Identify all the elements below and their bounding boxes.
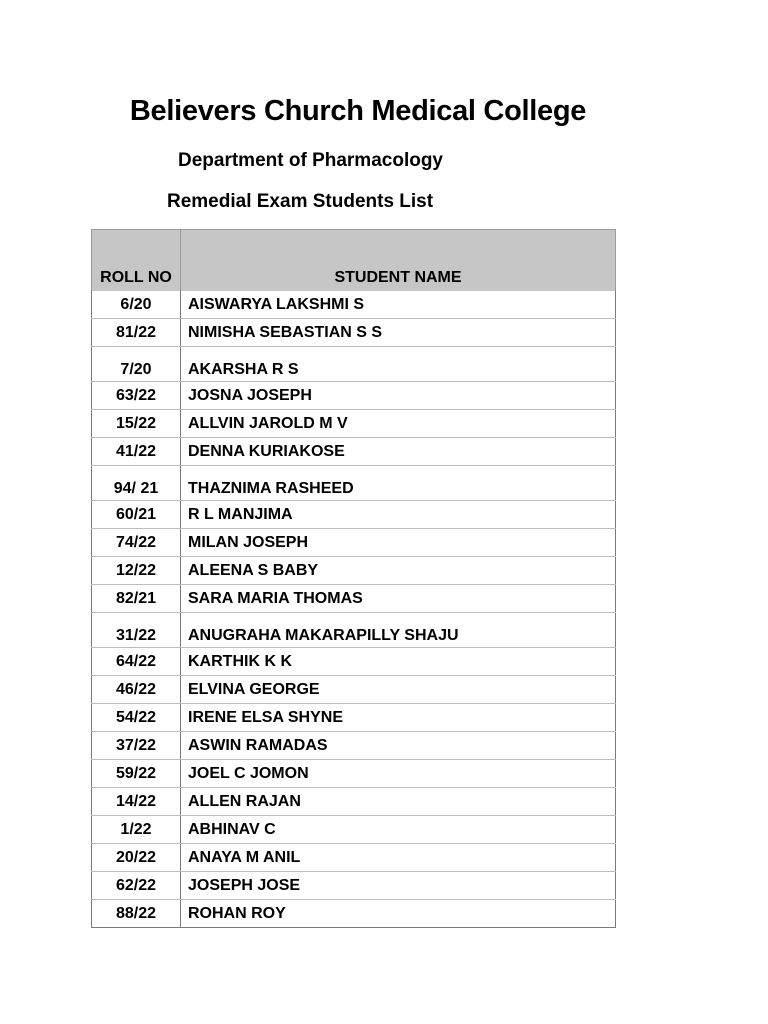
- table-row: [92, 872, 616, 900]
- student-name-cell: ALEENA S BABY: [181, 557, 616, 585]
- table-row: [92, 438, 616, 466]
- roll-no-cell: 14/22: [92, 788, 181, 816]
- table-row: [92, 466, 616, 501]
- student-name-cell: IRENE ELSA SHYNE: [181, 704, 616, 732]
- roll-no-cell: 41/22: [92, 438, 181, 466]
- table-row: [92, 648, 616, 676]
- roll-no-cell: 88/22: [92, 900, 181, 928]
- student-name-cell: JOSNA JOSEPH: [181, 382, 616, 410]
- table-row: [92, 382, 616, 410]
- column-header-roll-no: ROLL NO: [92, 230, 181, 292]
- student-name-cell: MILAN JOSEPH: [181, 529, 616, 557]
- table-row: [92, 529, 616, 557]
- roll-no-cell: 62/22: [92, 872, 181, 900]
- roll-no-cell: 94/ 21: [92, 466, 181, 501]
- student-name-cell: THAZNIMA RASHEED: [181, 466, 616, 501]
- table-row: [92, 676, 616, 704]
- student-name-cell: ANUGRAHA MAKARAPILLY SHAJU: [181, 613, 616, 648]
- table-row: [92, 319, 616, 347]
- table-row: [92, 704, 616, 732]
- page-title: Believers Church Medical College: [129, 95, 587, 127]
- roll-no-cell: 46/22: [92, 676, 181, 704]
- table-row: [92, 291, 616, 319]
- roll-no-cell: 6/20: [92, 291, 181, 319]
- student-name-cell: AKARSHA R S: [181, 347, 616, 382]
- student-name-cell: ABHINAV C: [181, 816, 616, 844]
- table-row: [92, 613, 616, 648]
- table-row: [92, 347, 616, 382]
- table-row: [92, 900, 616, 928]
- table-row: [92, 557, 616, 585]
- students-table: [91, 229, 616, 928]
- roll-no-cell: 7/20: [92, 347, 181, 382]
- student-name-cell: NIMISHA SEBASTIAN S S: [181, 319, 616, 347]
- student-name-cell: AISWARYA LAKSHMI S: [181, 291, 616, 319]
- student-name-cell: ANAYA M ANIL: [181, 844, 616, 872]
- roll-no-cell: 1/22: [92, 816, 181, 844]
- student-name-cell: R L MANJIMA: [181, 501, 616, 529]
- roll-no-cell: 12/22: [92, 557, 181, 585]
- roll-no-cell: 63/22: [92, 382, 181, 410]
- table-row: [92, 585, 616, 613]
- table-row: [92, 844, 616, 872]
- roll-no-cell: 74/22: [92, 529, 181, 557]
- roll-no-cell: 64/22: [92, 648, 181, 676]
- roll-no-cell: 15/22: [92, 410, 181, 438]
- roll-no-cell: 20/22: [92, 844, 181, 872]
- student-name-cell: ALLEN RAJAN: [181, 788, 616, 816]
- table-row: [92, 816, 616, 844]
- table-row: [92, 732, 616, 760]
- table-row: [92, 410, 616, 438]
- table-header-row: [92, 230, 616, 292]
- table-body: [92, 291, 616, 928]
- roll-no-cell: 54/22: [92, 704, 181, 732]
- student-name-cell: ALLVIN JAROLD M V: [181, 410, 616, 438]
- table-row: [92, 760, 616, 788]
- table-row: [92, 501, 616, 529]
- table-row: [92, 788, 616, 816]
- roll-no-cell: 37/22: [92, 732, 181, 760]
- student-name-cell: SARA MARIA THOMAS: [181, 585, 616, 613]
- roll-no-cell: 82/21: [92, 585, 181, 613]
- student-name-cell: ELVINA GEORGE: [181, 676, 616, 704]
- list-subtitle: Remedial Exam Students List: [167, 191, 434, 212]
- roll-no-cell: 60/21: [92, 501, 181, 529]
- student-name-cell: ASWIN RAMADAS: [181, 732, 616, 760]
- student-name-cell: JOEL C JOMON: [181, 760, 616, 788]
- column-header-student-name: STUDENT NAME: [181, 230, 616, 292]
- student-name-cell: DENNA KURIAKOSE: [181, 438, 616, 466]
- student-name-cell: KARTHIK K K: [181, 648, 616, 676]
- roll-no-cell: 31/22: [92, 613, 181, 648]
- student-name-cell: ROHAN ROY: [181, 900, 616, 928]
- student-name-cell: JOSEPH JOSE: [181, 872, 616, 900]
- roll-no-cell: 81/22: [92, 319, 181, 347]
- roll-no-cell: 59/22: [92, 760, 181, 788]
- department-heading: Department of Pharmacology: [178, 150, 443, 171]
